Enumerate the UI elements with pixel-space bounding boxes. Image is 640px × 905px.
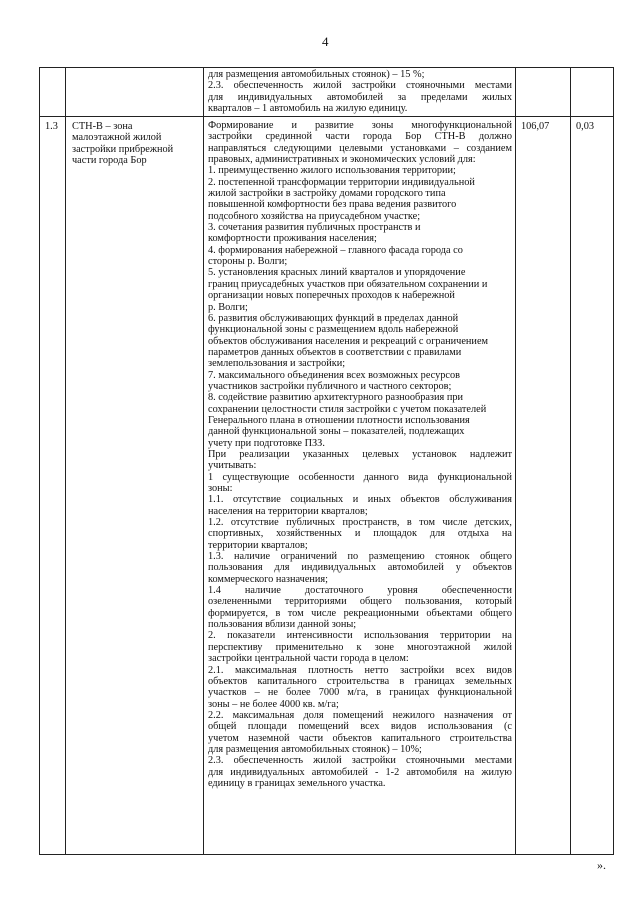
description-line: комфортности проживания населения;: [208, 233, 377, 245]
description-line: направляться следующими целевыми установками – созданием: [208, 142, 512, 154]
description-line: пользования вблизи данной зоны;: [208, 619, 357, 631]
description-line: данной функциональной зоны – показателей, подлежащих: [208, 426, 465, 438]
description-line: повышенной комфортности без права ведения развитого: [208, 199, 457, 211]
description-line: территории кварталов;: [208, 539, 308, 551]
description-line: 2.2. максимальная доля помещений нежилого назначения от: [208, 709, 512, 721]
description-line: подсобного хозяйства на приусадебном участке;: [208, 210, 421, 222]
area-value: 106,07: [521, 121, 550, 132]
description-line: стороны р. Волги;: [208, 256, 288, 268]
description-line: населения на территории кварталов;: [208, 505, 368, 517]
description-line: перспективу применительно к зоне многоэтажной жилой: [208, 641, 512, 653]
description-line: для размещения автомобильных стоянок) – 15 %;: [208, 69, 425, 80]
description-line: 2. постепенной трансформации территории индивидуальной: [208, 176, 475, 188]
column-divider: [203, 68, 204, 854]
zone-name-line: застройки прибрежной: [72, 143, 174, 155]
description-line: озелененными территориями общего пользования, который: [208, 596, 512, 608]
description-line: Формирование и развитие зоны многофункциональной: [208, 120, 512, 131]
page-number: 4: [322, 34, 329, 49]
description-line: 8. содействие развитию архитектурного разнообразия при: [208, 392, 463, 404]
description-line: 2. показатели интенсивности использования территории на: [208, 630, 512, 642]
description-line: 7. максимального объединения всех возможных ресурсов: [208, 369, 460, 381]
description-line: 2.3. обеспеченность жилой застройки стояночными местами: [208, 755, 512, 767]
description-line: 1 существующие особенности данного вида функциональной: [208, 471, 512, 483]
row-number: 1.3: [45, 121, 58, 132]
zone-name-line: малоэтажной жилой: [72, 132, 162, 144]
description-line: правовых, административных и экономических условий для:: [208, 154, 476, 166]
description-line: пользования для индивидуальных автомобилей у объектов: [208, 562, 512, 574]
description-line: 1.4 наличие достаточного уровня обеспеченности: [208, 585, 512, 597]
description-line: 5. установления красных линий кварталов и упорядочение: [208, 267, 466, 279]
description-line: 4. формирования набережной – главного фасада города со: [208, 244, 463, 256]
description-line: функциональной зоны с размещением вдоль набережной: [208, 324, 459, 336]
description-line: учету при подготовке ПЗЗ.: [208, 437, 325, 449]
description-line: учетом наземной части объектов капитального строительства: [208, 732, 512, 744]
description-line: При реализации указанных целевых установок надлежит: [208, 448, 512, 460]
description-line: 2.3. обеспеченность жилой застройки стояночными местами: [208, 80, 512, 92]
description-line: 1.2. отсутствие публичных пространств, в том числе детских,: [208, 517, 512, 529]
description-line: землепользования и застройки;: [208, 358, 346, 370]
description-line: сохранении целостности стиля застройки с учетом показателей: [208, 403, 487, 415]
row-divider: [40, 116, 613, 117]
zone-description: [208, 120, 512, 789]
description-line: объектов капитального строительства в границах земельных: [208, 675, 512, 687]
description-line: кварталов – 1 автомобиль на жилую единицу.: [208, 103, 408, 115]
description-line: 1. преимущественно жилого использования территории;: [208, 165, 456, 177]
description-line: 1.3. наличие ограничений по размещению стоянок общего: [208, 551, 512, 563]
description-line: объектов обслуживания населения и рекреаций с ограничением: [208, 335, 489, 347]
closing-quote: ».: [597, 858, 606, 872]
description-line: застройки центральной части города в целом:: [208, 653, 409, 665]
description-line: организации новых поперечных проходов к набережной: [208, 290, 455, 302]
zone-name-line: части города Бор: [72, 155, 147, 167]
zone-name: [72, 121, 202, 166]
description-line: участков – не более 7000 м/га, в границах функциональной: [208, 687, 512, 699]
share-value: 0,03: [576, 121, 595, 132]
description-line: зоны:: [208, 483, 233, 494]
description-line: единицу в границах земельного участка.: [208, 777, 386, 789]
description-line: для индивидуальных автомобилей за пределами жилых: [208, 91, 512, 103]
description-line: формируется, в том числе рекреационными объектами общего: [208, 607, 512, 619]
description-line: общей площади помещений всех видов использования (с: [208, 721, 512, 733]
description-line: учитывать:: [208, 460, 257, 472]
zones-table: [39, 67, 614, 855]
description-line: 2.1. максимальная плотность нетто застройки всех видов: [208, 664, 512, 676]
description-line: параметров данных объектов в соответствии с правилами: [208, 346, 462, 358]
description-line: участников застройки публичного и частного секторов;: [208, 380, 452, 392]
description-line: 6. развития обслуживающих функций в пределах данной: [208, 312, 459, 324]
description-line: р. Волги;: [208, 301, 248, 313]
column-divider: [515, 68, 516, 854]
column-divider: [570, 68, 571, 854]
description-line: Генерального плана в отношении плотности использования: [208, 414, 470, 426]
description-line: застройки срединной части города Бор СТН-В должно: [208, 131, 512, 143]
description-line: жилой застройки в застройку домами городского типа: [208, 188, 446, 200]
description-line: для размещения автомобильных стоянок) – 10%;: [208, 743, 422, 755]
description-line: 1.1. отсутствие социальных и иных объектов обслуживания: [208, 494, 512, 506]
zone-name-line: СТН-В – зона: [72, 121, 133, 132]
row-prev-description: [208, 69, 512, 114]
description-line: границ приусадебных участков при обязательном сохранении и: [208, 278, 488, 290]
description-line: для индивидуальных автомобилей - 1-2 автомобиля на жилую: [208, 766, 512, 778]
description-line: спортивных, хозяйственных и площадок для отдыха на: [208, 528, 512, 540]
description-line: коммерческого назначения;: [208, 573, 329, 585]
description-line: 3. сочетания развития публичных пространств и: [208, 222, 421, 234]
column-divider: [65, 68, 66, 854]
description-line: зоны – не более 4000 кв. м/га;: [208, 698, 339, 710]
